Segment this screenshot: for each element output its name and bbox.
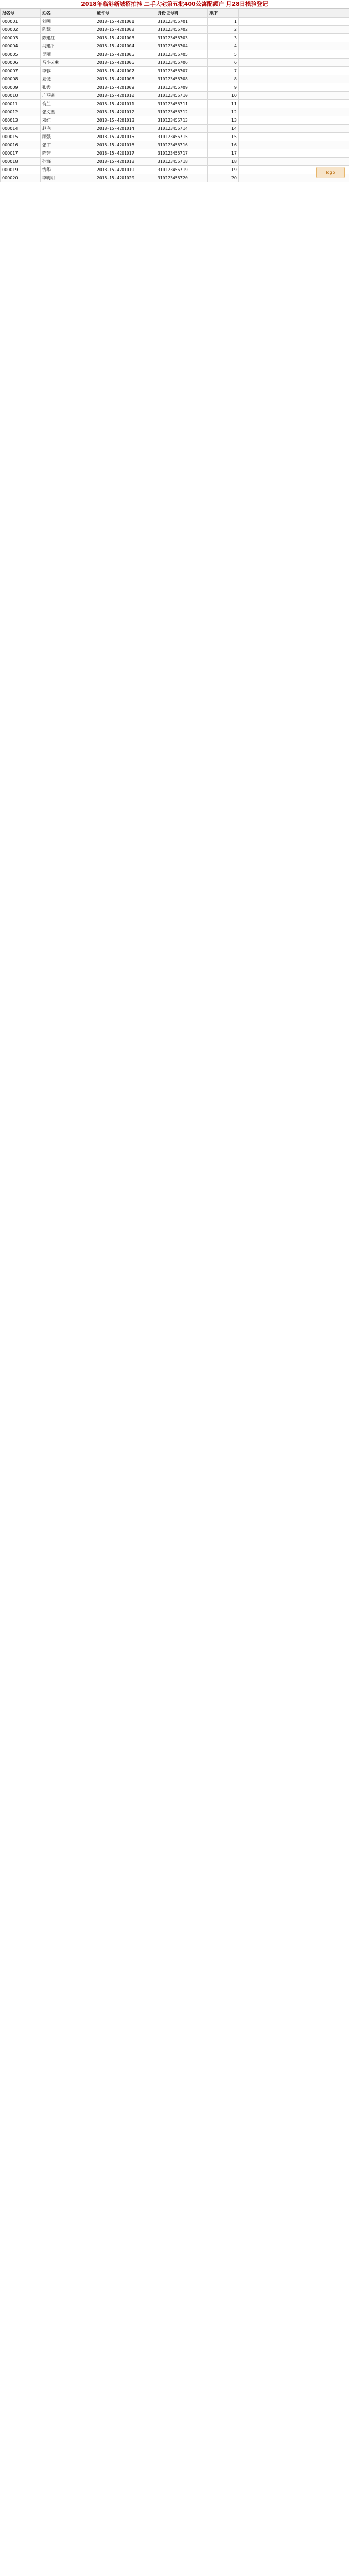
table-cell: 000001	[1, 18, 41, 26]
table-row	[1, 174, 349, 182]
table-cell: 2018-15-4201014	[95, 125, 156, 133]
table-cell: 000017	[1, 149, 41, 158]
table-cell: 5	[208, 50, 239, 59]
table-cell: 陈芳	[41, 149, 95, 158]
table-cell	[239, 42, 349, 50]
table-cell: 20	[208, 174, 239, 182]
table-cell: 2	[208, 26, 239, 34]
table-cell: 孙海	[41, 158, 95, 166]
table-cell: 张文燕	[41, 108, 95, 116]
table-cell: 310123456718	[156, 158, 208, 166]
table-cell: 310123456708	[156, 75, 208, 83]
table-row	[1, 75, 349, 83]
table-row	[1, 92, 349, 100]
table-cell: 刘明	[41, 18, 95, 26]
table-cell: 陈慧	[41, 26, 95, 34]
table-cell: 17	[208, 149, 239, 158]
table-cell: 2018-15-4201009	[95, 83, 156, 92]
table-cell	[239, 67, 349, 75]
table-cell	[239, 18, 349, 26]
table-cell: 2018-15-4201020	[95, 174, 156, 182]
table-cell: 冯建平	[41, 42, 95, 50]
table-row	[1, 133, 349, 141]
table-cell: 张秀	[41, 83, 95, 92]
table-cell: 李蓉	[41, 67, 95, 75]
table-cell: 2018-15-4201013	[95, 116, 156, 125]
table-cell: 2018-15-4201002	[95, 26, 156, 34]
table-cell: 310123456702	[156, 26, 208, 34]
table-cell: 6	[208, 59, 239, 67]
table-cell: 310123456705	[156, 50, 208, 59]
table-cell	[239, 116, 349, 125]
table-cell	[239, 83, 349, 92]
data-table	[0, 9, 349, 182]
table-cell: 1	[208, 18, 239, 26]
table-row	[1, 158, 349, 166]
table-cell: 310123456717	[156, 149, 208, 158]
table-cell	[239, 92, 349, 100]
table-row	[1, 149, 349, 158]
table-cell: 13	[208, 116, 239, 125]
table-cell: 2018-15-4201019	[95, 166, 156, 174]
table-cell	[239, 100, 349, 108]
table-cell: 赵艳	[41, 125, 95, 133]
table-cell: 310123456711	[156, 100, 208, 108]
column-header: 报名号	[1, 9, 41, 18]
table-cell: 钱华	[41, 166, 95, 174]
table-row	[1, 34, 349, 42]
table-row	[1, 59, 349, 67]
table-cell: 2018-15-4201010	[95, 92, 156, 100]
table-cell: 俞兰	[41, 100, 95, 108]
table-cell: 310123456714	[156, 125, 208, 133]
column-header	[239, 9, 349, 18]
table-cell: 2018-15-4201005	[95, 50, 156, 59]
table-cell: 11	[208, 100, 239, 108]
table-cell: 000012	[1, 108, 41, 116]
table-cell: 000013	[1, 116, 41, 125]
document	[0, 0, 349, 182]
table-cell: 310123456701	[156, 18, 208, 26]
table-cell: 000008	[1, 75, 41, 83]
table-cell: 15	[208, 133, 239, 141]
table-row	[1, 26, 349, 34]
table-cell: 2018-15-4201016	[95, 141, 156, 149]
table-cell	[239, 141, 349, 149]
table-cell: 广琴燕	[41, 92, 95, 100]
table-row	[1, 18, 349, 26]
table-cell: 3	[208, 34, 239, 42]
table-row	[1, 116, 349, 125]
table-cell: 2018-15-4201018	[95, 158, 156, 166]
table-cell: 10	[208, 92, 239, 100]
table-cell: 000014	[1, 125, 41, 133]
table-cell: 310123456703	[156, 34, 208, 42]
table-cell: 8	[208, 75, 239, 83]
table-cell	[239, 34, 349, 42]
table-cell	[239, 108, 349, 116]
table-cell: 000006	[1, 59, 41, 67]
table-cell: 310123456712	[156, 108, 208, 116]
table-cell	[239, 133, 349, 141]
table-cell: 2018-15-4201012	[95, 108, 156, 116]
table-cell	[239, 50, 349, 59]
table-cell: 310123456716	[156, 141, 208, 149]
table-cell: 马小云琳	[41, 59, 95, 67]
table-cell	[239, 125, 349, 133]
table-cell: 2018-15-4201007	[95, 67, 156, 75]
table-cell: 310123456719	[156, 166, 208, 174]
table-cell: 310123456707	[156, 67, 208, 75]
table-cell: 夏俊	[41, 75, 95, 83]
table-row	[1, 42, 349, 50]
table-cell: 310123456720	[156, 174, 208, 182]
table-cell: 000020	[1, 174, 41, 182]
table-cell: 000005	[1, 50, 41, 59]
table-cell	[239, 158, 349, 166]
table-cell: 000004	[1, 42, 41, 50]
table-cell: 陈建红	[41, 34, 95, 42]
table-cell	[239, 75, 349, 83]
table-cell: 18	[208, 158, 239, 166]
table-cell: 310123456710	[156, 92, 208, 100]
table-row	[1, 166, 349, 174]
table-cell	[239, 26, 349, 34]
table-row	[1, 125, 349, 133]
table-cell: 7	[208, 67, 239, 75]
table-cell: 吴丽	[41, 50, 95, 59]
table-cell: 12	[208, 108, 239, 116]
column-header: 姓名	[41, 9, 95, 18]
table-cell: 310123456713	[156, 116, 208, 125]
table-cell: 310123456709	[156, 83, 208, 92]
table-cell: 张宇	[41, 141, 95, 149]
table-cell: 000019	[1, 166, 41, 174]
table-cell: 000010	[1, 92, 41, 100]
table-cell: 000015	[1, 133, 41, 141]
table-cell: 2018-15-4201017	[95, 149, 156, 158]
table-cell: 16	[208, 141, 239, 149]
table-cell: 2018-15-4201008	[95, 75, 156, 83]
table-cell: 000011	[1, 100, 41, 108]
table-row	[1, 50, 349, 59]
table-header-row	[1, 9, 349, 18]
table-cell: 2018-15-4201011	[95, 100, 156, 108]
table-cell: 2018-15-4201004	[95, 42, 156, 50]
table-cell: 000007	[1, 67, 41, 75]
table-cell: 2018-15-4201003	[95, 34, 156, 42]
table-cell: 000018	[1, 158, 41, 166]
table-row	[1, 83, 349, 92]
table-row	[1, 108, 349, 116]
table-cell: 000002	[1, 26, 41, 34]
table-cell: 2018-15-4201006	[95, 59, 156, 67]
table-cell: 4	[208, 42, 239, 50]
table-cell: 19	[208, 166, 239, 174]
table-cell: 顾强	[41, 133, 95, 141]
table-cell	[239, 149, 349, 158]
table-cell: 2018-15-4201001	[95, 18, 156, 26]
table-cell: 14	[208, 125, 239, 133]
table-cell: 9	[208, 83, 239, 92]
table-cell: 000003	[1, 34, 41, 42]
table-cell	[239, 59, 349, 67]
table-cell: 000009	[1, 83, 41, 92]
page-title: 2018年临港新城招拍挂 二手大宅第五批400公寓配额户 月28日核验登记	[0, 0, 349, 9]
column-header: 身份证号码	[156, 9, 208, 18]
watermark-logo: logo	[316, 167, 345, 178]
table-cell: 邓红	[41, 116, 95, 125]
table-cell: 2018-15-4201015	[95, 133, 156, 141]
table-cell: 310123456715	[156, 133, 208, 141]
table-row	[1, 67, 349, 75]
column-header: 排序	[208, 9, 239, 18]
table-cell: 310123456706	[156, 59, 208, 67]
table-row	[1, 100, 349, 108]
table-cell: 000016	[1, 141, 41, 149]
table-cell: 310123456704	[156, 42, 208, 50]
table-row	[1, 141, 349, 149]
column-header: 证件号	[95, 9, 156, 18]
table-cell: 李明明	[41, 174, 95, 182]
